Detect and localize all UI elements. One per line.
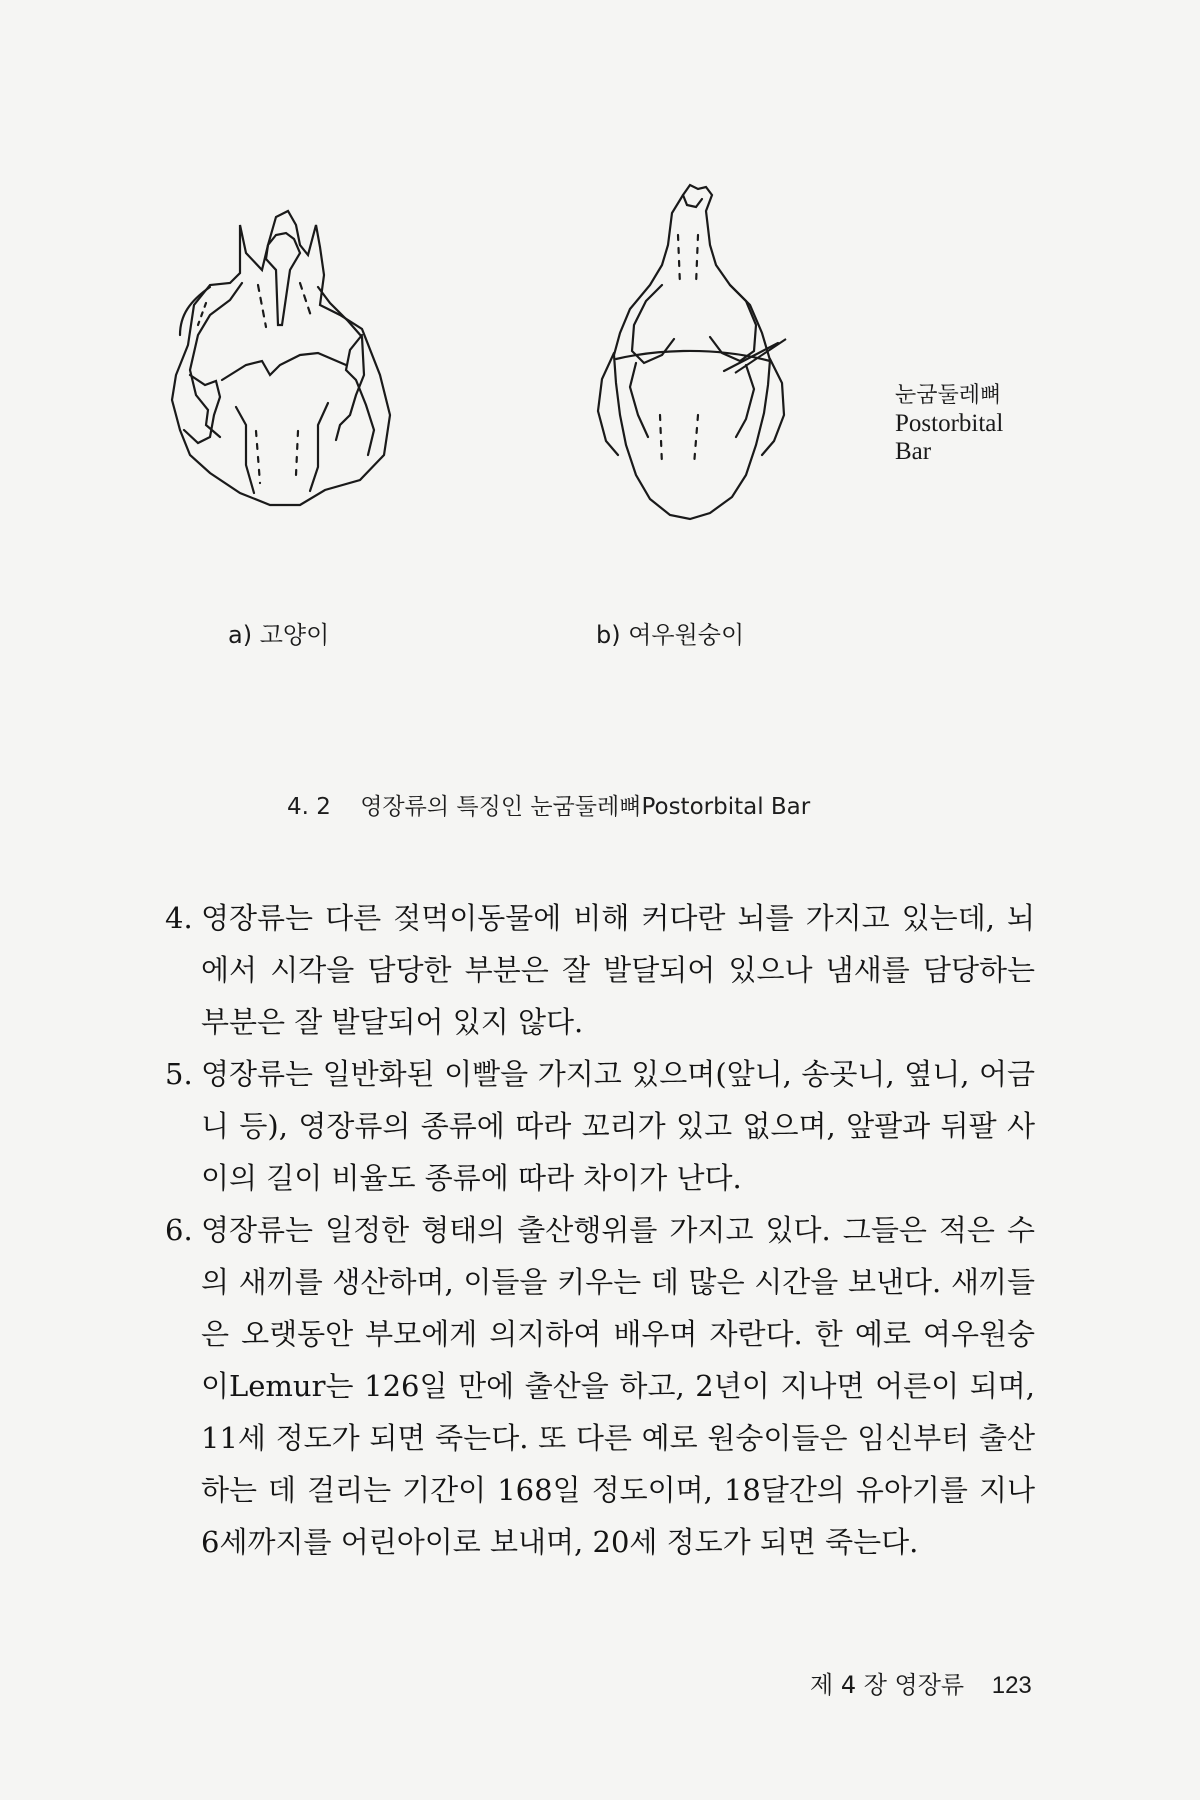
list-item [165,1204,1035,1568]
list-item-number: 4. [165,901,193,935]
list-item-text: 영장류는 일정한 형태의 출산행위를 가지고 있다. 그들은 적은 수의 새끼를 생산하며, 이들을 키우는 데 많은 시간을 보낸다. 새끼들은 오랫동안 부모에게 의지하여 배우며 자란다. 한 예로 여우원숭이Lemur는 126일 만에 출산을 하고, 2년이 지나면 어른이 되며, 11세 정도가 되면 죽는다. 또 다른 예로 원숭이들은 임신부터 출산하는 데 걸리는 기간이 168일 정도이며, 18달간의 유아기를 지나 6세까지를 어린아이로 보내며, 20세 정도가 되면 죽는다. [201,1213,1035,1559]
chapter-title: 제 4 장 영장류 [810,1671,965,1699]
figure-label-lemur: b) 여우원숭이 [596,621,745,649]
callout-english-term-1: Postorbital [895,410,1004,437]
cat-skull-drawing [172,211,390,505]
figure-caption [287,788,810,821]
page-footer [810,1665,1032,1700]
list-item-number: 6. [165,1213,193,1247]
caption-text: 영장류의 특징인 눈굼둘레뼈Postorbital Bar [360,794,811,820]
callout-english-term-2: Bar [895,438,932,465]
list-item [165,892,1035,1048]
figure-label-cat: a) 고양이 [228,621,330,649]
page-number: 123 [991,1672,1032,1699]
caption-number: 4. 2 [287,794,331,820]
list-item-text: 영장류는 다른 젖먹이동물에 비해 커다란 뇌를 가지고 있는데, 뇌에서 시각을 담당한 부분은 잘 발달되어 있으나 냄새를 담당하는 부분은 잘 발달되어 있지 않다. [201,901,1035,1039]
body-text [165,892,1035,1568]
postorbital-bar-callout [895,382,1003,466]
callout-korean-term: 눈굼둘레뼈 [895,383,1002,408]
list-item [165,1048,1035,1204]
lemur-skull-drawing [598,185,784,519]
list-item-number: 5. [165,1057,193,1091]
list-item-text: 영장류는 일반화된 이빨을 가지고 있으며(앞니, 송곳니, 옆니, 어금니 등), 영장류의 종류에 따라 꼬리가 있고 없으며, 앞팔과 뒤팔 사이의 길이 비율도 종류에 따라 차이가 난다. [201,1057,1035,1195]
